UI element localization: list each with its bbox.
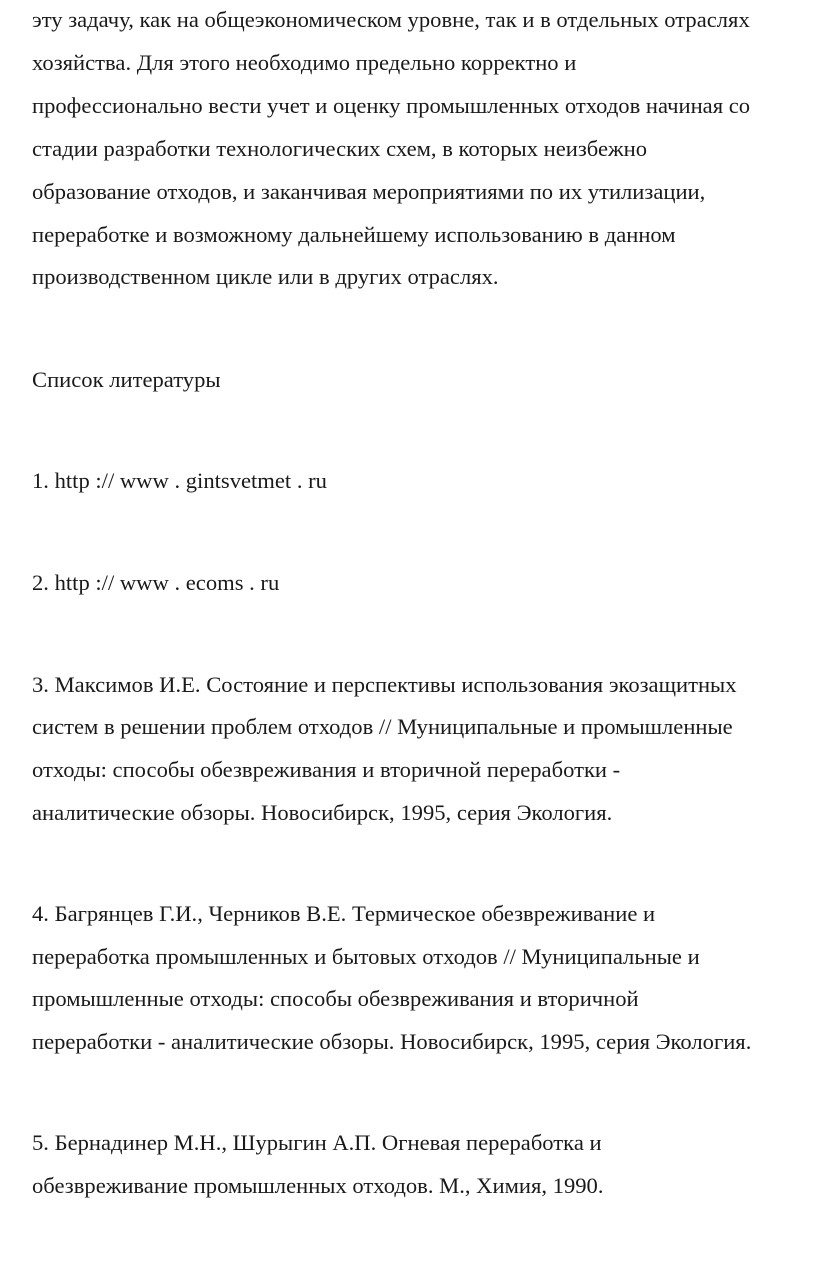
reference-line: обезвреживание промышленных отходов. М., Химия, 1990. <box>32 1173 604 1198</box>
text-line: стадии разработки технологических схем, в которых неизбежно <box>32 136 647 161</box>
text-line: образование отходов, и заканчивая мероприятиями по их утилизации, <box>32 179 706 204</box>
reference-line: отходы: способы обезвреживания и вторичной переработки - <box>32 757 621 782</box>
references-heading: Список литературы <box>32 367 221 392</box>
reference-line: 1. http :// www . gintsvetmet . ru <box>32 468 327 493</box>
reference-line: переработки - аналитические обзоры. Новосибирск, 1995, серия Экология. <box>32 1029 752 1054</box>
text-line: эту задачу, как на общеэкономическом уровне, так и в отдельных отраслях <box>32 7 750 32</box>
text-line: хозяйства. Для этого необходимо предельно корректно и <box>32 50 577 75</box>
text-line: профессионально вести учет и оценку промышленных отходов начиная со <box>32 93 751 118</box>
text-line: производственном цикле или в других отраслях. <box>32 264 499 289</box>
reference-line: промышленные отходы: способы обезвреживания и вторичной <box>32 986 639 1011</box>
reference-line: систем в решении проблем отходов // Муниципальные и промышленные <box>32 714 733 739</box>
reference-line: 3. Максимов И.Е. Состояние и перспективы использования экозащитных <box>32 672 737 697</box>
reference-line: 2. http :// www . ecoms . ru <box>32 570 280 595</box>
reference-line: аналитические обзоры. Новосибирск, 1995, серия Экология. <box>32 800 613 825</box>
text-line: переработке и возможному дальнейшему использованию в данном <box>32 222 676 247</box>
reference-line: 5. Бернадинер М.Н., Шурыгин А.П. Огневая переработка и <box>32 1130 602 1155</box>
reference-line: переработка промышленных и бытовых отходов // Муниципальные и <box>32 944 700 969</box>
reference-line: 4. Багрянцев Г.И., Черников В.Е. Термическое обезвреживание и <box>32 901 656 926</box>
